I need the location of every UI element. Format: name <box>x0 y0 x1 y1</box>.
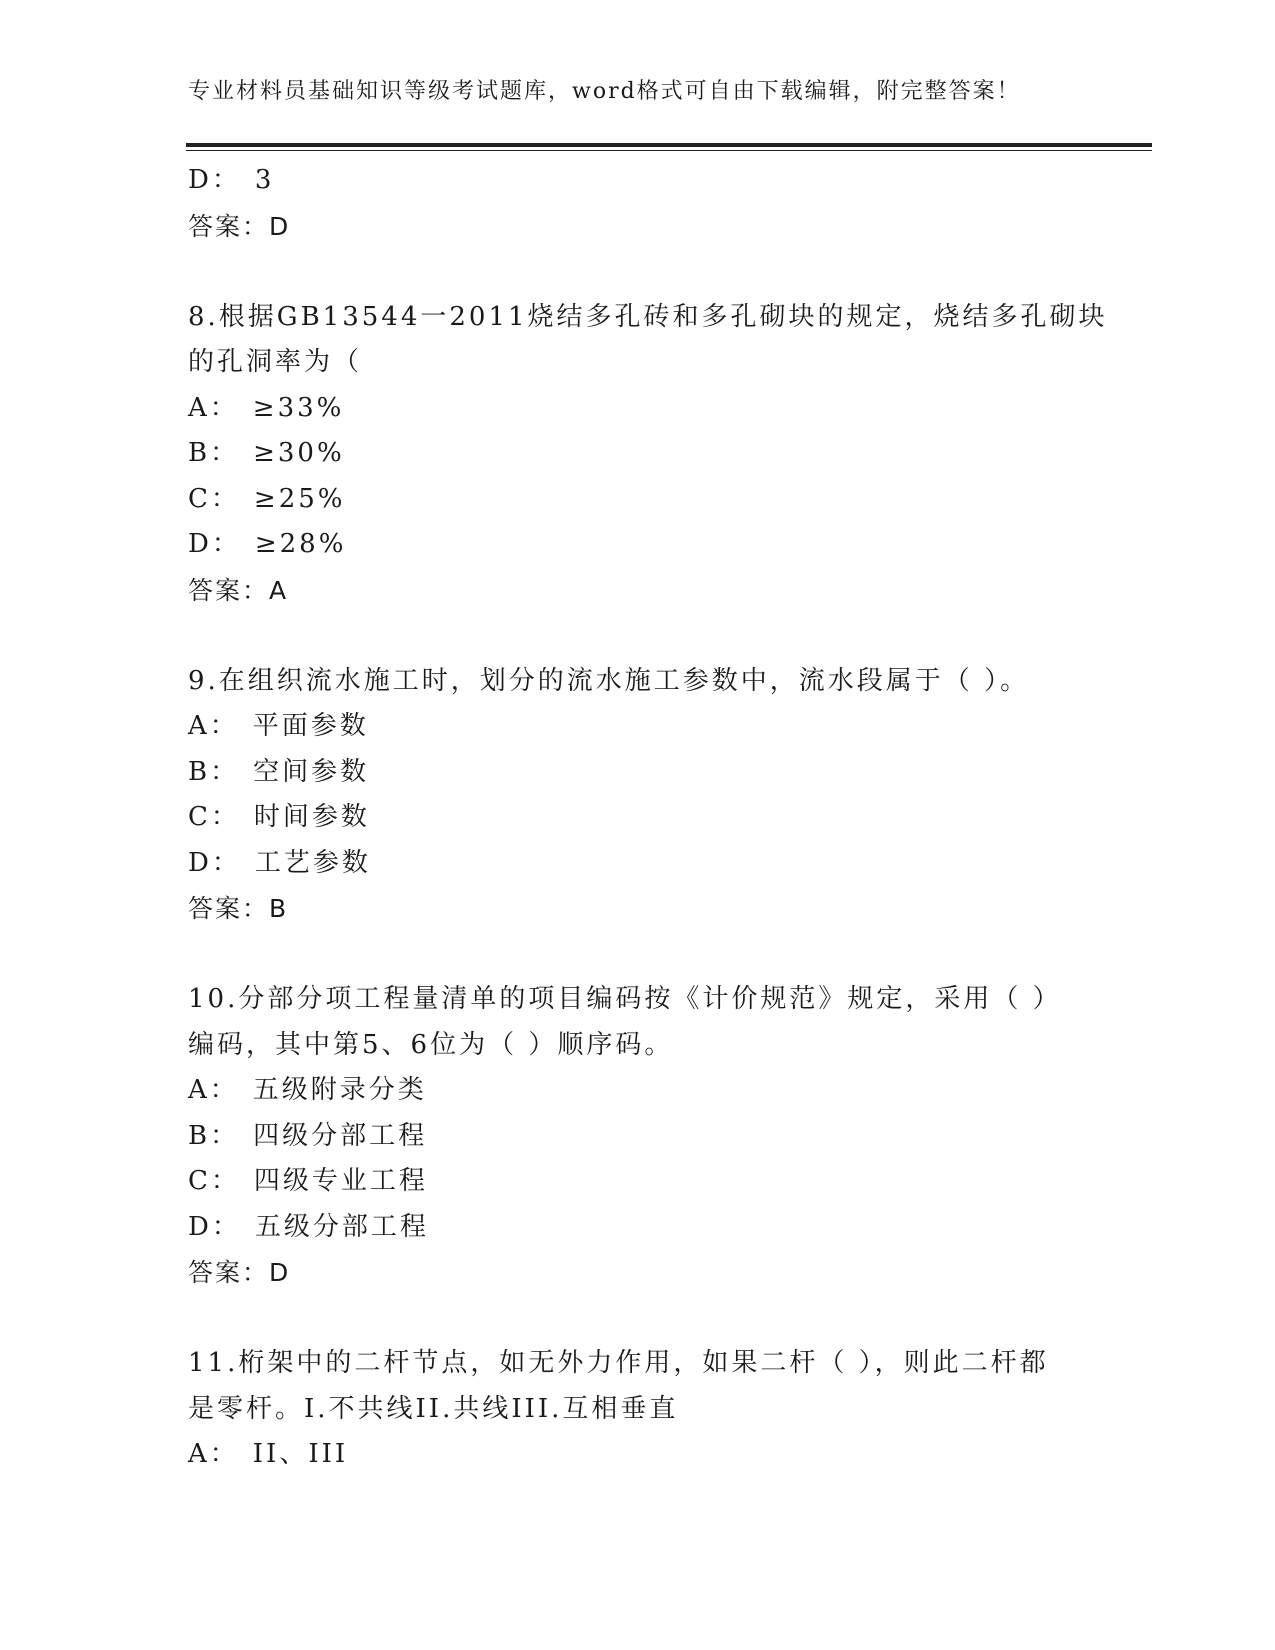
answer: 答案：D <box>188 211 291 241</box>
header-rule-thin <box>186 150 1152 151</box>
option-label: A： <box>188 1075 239 1105</box>
option-text: 五级分部工程 <box>254 1211 429 1242</box>
option-text: ≥33% <box>252 392 345 423</box>
option-a <box>188 386 1088 432</box>
option-d <box>188 158 1088 204</box>
option-text: 时间参数 <box>253 802 370 832</box>
option-text: 工艺参数 <box>254 847 371 878</box>
option-b <box>188 1114 1088 1160</box>
option-c <box>188 1159 1088 1205</box>
option-label: D： <box>188 529 241 559</box>
spacer <box>188 613 1088 659</box>
option-label: A： <box>188 711 239 741</box>
answer: 答案：A <box>188 575 289 605</box>
option-text: 平面参数 <box>252 711 369 741</box>
option-d <box>188 1205 1088 1251</box>
question-10-text-cont: 编码，其中第5、6位为（ ）顺序码。 <box>188 1029 674 1060</box>
option-c <box>188 477 1088 523</box>
option-text: 3 <box>254 165 275 195</box>
option-a <box>188 1432 1088 1478</box>
option-label: D： <box>188 847 241 878</box>
question-11-text-cont: 是零杆。I.不共线II.共线III.互相垂直 <box>188 1393 679 1424</box>
answer: 答案：D <box>188 1258 291 1287</box>
spacer <box>188 249 1088 295</box>
option-label: A： <box>188 1439 239 1469</box>
question-11-text: 11.桁架中的二杆节点，如无外力作用，如果二杆（ ），则此二杆都 <box>188 1348 1049 1378</box>
question-10-text: 10.分部分项工程量清单的项目编码按《计价规范》规定，采用（ ） <box>188 984 1062 1014</box>
spacer <box>188 932 1088 978</box>
header-rule-thick <box>186 143 1152 147</box>
option-label: B： <box>188 438 240 468</box>
option-d <box>188 841 1088 887</box>
option-c <box>188 795 1088 841</box>
option-a <box>188 704 1088 750</box>
option-b <box>188 431 1088 477</box>
option-label: B： <box>188 1120 240 1151</box>
option-d <box>188 522 1088 568</box>
option-text: II、III <box>252 1439 349 1469</box>
option-a <box>188 1068 1088 1114</box>
question-8-text: 8.根据GB13544一2011烧结多孔砖和多孔砌块的规定，烧结多孔砌块 <box>188 301 1108 332</box>
option-text: 四级分部工程 <box>253 1120 428 1151</box>
option-text: ≥30% <box>253 438 345 468</box>
option-label: C： <box>188 802 240 832</box>
page-header: 专业材料员基础知识等级考试题库，word格式可自由下载编辑，附完整答案！ <box>188 79 1021 104</box>
option-text: ≥25% <box>253 483 346 514</box>
spacer <box>188 1296 1088 1342</box>
option-label: D： <box>188 1211 241 1242</box>
option-text: ≥28% <box>254 529 347 559</box>
question-8-text-cont: 的孔洞率为（ <box>188 347 363 377</box>
option-label: C： <box>188 483 240 514</box>
option-label: A： <box>188 392 239 423</box>
question-content <box>188 158 1108 1478</box>
option-label: D： <box>188 165 241 195</box>
option-text: 四级专业工程 <box>253 1166 428 1196</box>
answer: 答案：B <box>188 894 289 923</box>
option-text: 五级附录分类 <box>252 1075 427 1105</box>
option-text: 空间参数 <box>253 756 370 787</box>
option-b <box>188 750 1088 796</box>
option-label: B： <box>188 756 240 787</box>
question-9-text: 9.在组织流水施工时，划分的流水施工参数中，流水段属于（ ）。 <box>188 665 1030 696</box>
option-label: C： <box>188 1166 240 1196</box>
